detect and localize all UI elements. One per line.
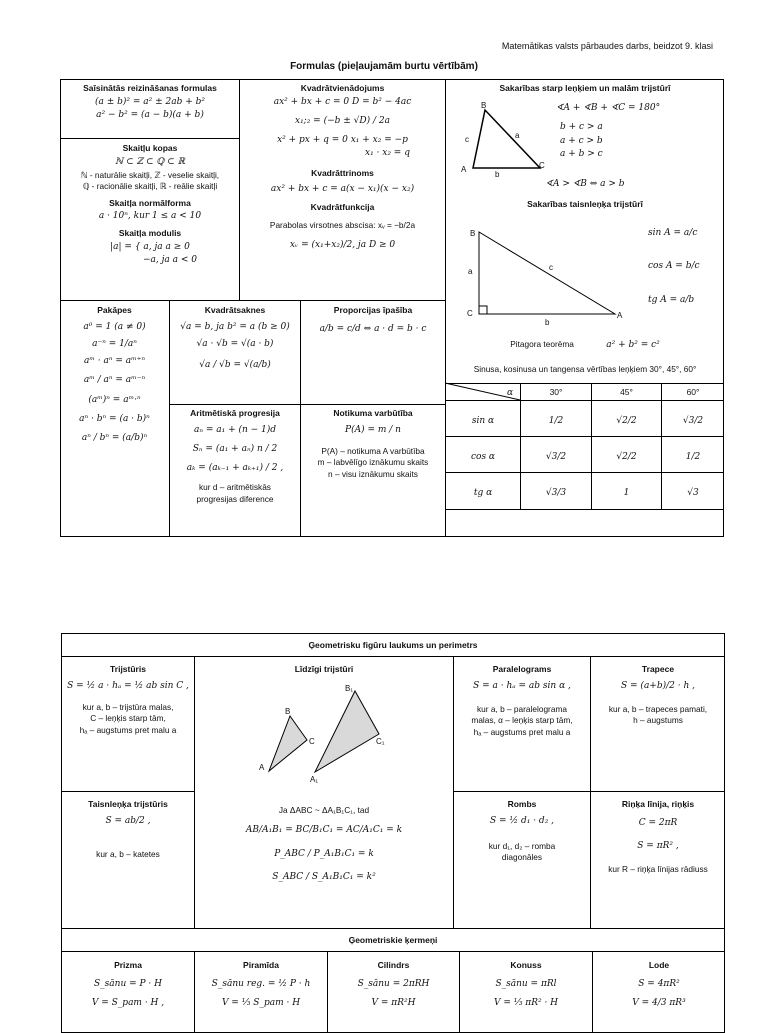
pythagoras-formula: a² + b² = c² xyxy=(606,340,660,350)
rhombus-text-1: kur d₁, d₂ – romba xyxy=(488,840,556,851)
right-angle-mark xyxy=(479,306,487,314)
similar-text: Ja ΔABC ~ ΔA₁B₁C₁, tad xyxy=(278,805,370,815)
similar-triangles-formulas xyxy=(195,804,453,895)
proportion-formula: a/b = c/d ⇔ a · d = b · c xyxy=(319,323,427,334)
sets-text-1: ℕ - naturālie skaitļi, ℤ - veselie skaitļi, xyxy=(80,169,220,180)
probability-cell xyxy=(301,408,445,480)
large-vertex-a1: A₁ xyxy=(310,775,319,784)
page-header: Matemātikas valsts pārbaudes darbs, beidzot 9. klasi xyxy=(501,41,713,51)
prism-cell xyxy=(62,960,194,1011)
normal-form-formula: a · 10ⁿ, kur 1 ≤ a < 10 xyxy=(98,211,202,222)
similar-triangles-figure xyxy=(255,682,395,782)
trig-sin-60: √3/2 xyxy=(682,416,704,426)
pyramid-cell xyxy=(195,960,327,1011)
trapezoid-text-1: kur a, b – trapeces pamati, xyxy=(608,703,708,714)
trig-cos-60: 1/2 xyxy=(685,452,701,462)
identities-cell xyxy=(60,83,240,123)
powers-heading: Pakāpes xyxy=(97,305,132,315)
quadratic-cell xyxy=(240,83,445,254)
trinomial-heading: Kvadrāttrinoms xyxy=(311,167,374,178)
trapezoid-heading: Trapece xyxy=(641,664,675,674)
parallelogram-heading: Paralelograms xyxy=(492,664,552,674)
cone-heading: Konuss xyxy=(510,960,542,970)
angle-side-relation-cell xyxy=(446,177,724,192)
prism-formula-2: V = S_pam · H , xyxy=(91,997,165,1008)
circle-cell xyxy=(591,799,725,875)
roots-formula-2: √a · √b = √(a · b) xyxy=(196,338,274,349)
rt-vertex-b: B xyxy=(470,229,476,238)
probability-text-3: n – visu iznākumu skaits xyxy=(328,468,418,479)
inequality-2: a + c > b xyxy=(560,135,603,146)
trig-tg-45: 1 xyxy=(623,488,630,498)
triangle-area-text-1: kur a, b – trijstūra malas, xyxy=(82,701,174,712)
sphere-cell xyxy=(593,960,725,1011)
right-triangle-figure xyxy=(465,222,645,332)
quad-function-formula: xᵥ = (x₁+x₂)/2, ja D ≥ 0 xyxy=(289,240,396,251)
probability-heading: Notikuma varbūtība xyxy=(333,408,413,418)
sets-heading: Skaitļu kopas xyxy=(122,143,178,153)
rt-side-a: a xyxy=(468,267,473,276)
small-vertex-c: C xyxy=(309,737,315,746)
sphere-heading: Lode xyxy=(648,960,670,970)
triangle-area-text-2: C – leņķis starp tām, xyxy=(90,713,166,724)
vertex-label-a: A xyxy=(461,165,467,174)
rt-cos: cos A = b/c xyxy=(648,261,700,272)
rt-vertex-a: A xyxy=(617,311,623,320)
probability-text-1: P(A) – notikuma A varbūtība xyxy=(321,445,425,456)
progression-formula-2: Sₙ = (a₁ + aₙ) n / 2 xyxy=(192,443,278,454)
roots-cell xyxy=(170,305,300,381)
page-title: Formulas (pieļaujamām burtu vērtībām) xyxy=(290,61,478,72)
cone-formula-2: V = ⅓ πR² · H xyxy=(493,997,559,1008)
pyramid-formula-1: S_sānu reg. = ½ P · h xyxy=(211,978,311,989)
similar-formula-2: P_ABC / P_A₁B₁C₁ = k xyxy=(274,848,374,859)
similar-triangles-heading-cell xyxy=(195,664,453,678)
prism-formula-1: S_sānu = P · H xyxy=(94,978,162,989)
triangle-relations-formulas xyxy=(556,101,720,162)
right-triangle-area-text: kur a, b – katetes xyxy=(96,848,160,859)
circle-formula-1: C = 2πR xyxy=(638,817,678,828)
trig-table-caption-cell xyxy=(446,363,724,375)
cylinder-heading: Cilindrs xyxy=(377,960,410,970)
identity-formula-2: a² − b² = (a − b)(a + b) xyxy=(96,109,204,120)
prism-heading: Prizma xyxy=(114,960,142,970)
progression-formula-3: aₖ = (aₖ₋₁ + aₖ₊₁) / 2 , xyxy=(186,463,284,474)
powers-cell xyxy=(60,305,169,452)
proportion-cell xyxy=(301,305,445,337)
trig-sin-30: 1/2 xyxy=(548,416,564,426)
progression-text-1: kur d – aritmētiskās xyxy=(199,482,271,493)
vertex-label-c: C xyxy=(539,161,545,170)
progression-heading: Aritmētiskā progresija xyxy=(190,408,280,418)
triangle-relations-heading-cell xyxy=(446,83,724,97)
powers-formula-3: aᵐ · aⁿ = aᵐ⁺ⁿ xyxy=(83,356,146,367)
side-label-a: a xyxy=(515,131,520,140)
trig-row-cos-label: cos α xyxy=(470,452,496,462)
right-triangle-area-formula: S = ab/2 , xyxy=(105,815,151,826)
trig-corner-alpha: α xyxy=(506,388,514,398)
right-triangle-area-heading: Taisnleņķa trijstūris xyxy=(88,799,168,809)
probability-text-2: m – labvēlīgo iznākumu skaits xyxy=(317,457,429,468)
trig-table-caption: Sinusa, kosinusa un tangensa vērtības leņķiem 30°, 45°, 60° xyxy=(473,364,697,374)
sets-formula: ℕ ⊂ ℤ ⊂ ℚ ⊂ ℝ xyxy=(115,156,185,167)
vertex-label-b: B xyxy=(481,101,487,110)
triangle-area-cell xyxy=(62,664,194,736)
parallelogram-cell xyxy=(454,664,590,738)
sphere-formula-2: V = 4/3 πR³ xyxy=(632,997,686,1008)
rhombus-formula: S = ½ d₁ · d₂ , xyxy=(489,815,555,826)
inequality-1: b + c > a xyxy=(560,122,603,133)
trig-row-tg-label: tg α xyxy=(473,488,493,498)
rhombus-heading: Rombs xyxy=(507,799,537,809)
inequality-3: a + b > c xyxy=(560,148,603,159)
solids-heading: Ģeometriskie ķermeņi xyxy=(348,935,438,945)
similar-triangles-heading: Līdzīgi trijstūri xyxy=(294,664,354,674)
modulus-formula-1: |a| = { a, ja a ≥ 0 xyxy=(110,242,190,253)
progression-cell xyxy=(170,408,300,505)
trig-col-30: 30° xyxy=(549,387,563,397)
pyramid-heading: Piramīda xyxy=(243,960,279,970)
quadratic-eq-formula-2: x₁;₂ = (−b ± √D) / 2a xyxy=(295,115,390,126)
trapezoid-cell xyxy=(591,664,725,727)
parallelogram-text-2: malas, α – leņķis starp tām, xyxy=(471,715,573,726)
trig-tg-30: √3/3 xyxy=(545,488,567,498)
similar-formula-3: S_ABC / S_A₁B₁C₁ = k² xyxy=(272,871,376,882)
small-vertex-a: A xyxy=(259,763,265,772)
right-triangle-heading-cell xyxy=(446,199,724,213)
sphere-formula-1: S = 4πR² xyxy=(638,978,680,989)
identity-formula-1: (a ± b)² = a² ± 2ab + b² xyxy=(94,96,205,107)
triangle-relations-heading: Sakarības starp leņķiem un malām trijstūrī xyxy=(499,83,671,93)
geometry-heading: Ģeometrisku figūru laukums un perimetrs xyxy=(308,640,478,650)
right-triangle-trig xyxy=(648,226,720,308)
parallelogram-text-1: kur a, b – paralelograma xyxy=(477,703,567,714)
trig-row-sin-label: sin α xyxy=(471,416,495,426)
trig-cos-45: √2/2 xyxy=(616,452,637,462)
similar-formula-1: AB/A₁B₁ = BC/B₁C₁ = AC/A₁C₁ = k xyxy=(245,825,403,836)
triangle-relations-figure xyxy=(455,100,555,180)
rhombus-text-2: diagonāles xyxy=(501,852,543,863)
identities-heading: Saīsinātās reizināšanas formulas xyxy=(83,83,217,93)
right-triangle-shape xyxy=(479,232,615,314)
triangle-area-text-3: hₐ – augstums pret malu a xyxy=(79,724,177,735)
cylinder-cell xyxy=(328,960,459,1011)
quad-function-text: Parabolas virsotnes abscisa: xᵥ = −b/2a xyxy=(269,220,416,231)
sets-text-2: ℚ - racionālie skaitļi, ℝ - reālie skaitļi xyxy=(82,181,218,192)
rt-sin: sin A = a/c xyxy=(648,228,698,238)
powers-formula-6: aⁿ · bⁿ = (a · b)ⁿ xyxy=(79,413,150,424)
pythagoras-label: Pitagora teorēma xyxy=(510,339,574,349)
cone-cell xyxy=(460,960,592,1011)
rt-side-b: b xyxy=(545,318,550,327)
normal-form-heading: Skaitļa normālforma xyxy=(109,197,191,208)
pythagoras-cell xyxy=(446,339,724,351)
roots-heading: Kvadrātsaknes xyxy=(204,305,266,315)
circle-heading: Riņķa līnija, riņķis xyxy=(621,799,695,809)
angle-side-formula: ∢A > ∢B ⇔ a > b xyxy=(545,179,625,189)
trig-col-45: 45° xyxy=(620,387,633,397)
powers-formula-5: (aᵐ)ⁿ = aᵐ·ⁿ xyxy=(88,394,141,405)
large-triangle xyxy=(315,691,379,772)
trig-tg-60: √3 xyxy=(687,488,699,498)
triangle-area-heading: Trijstūris xyxy=(110,664,146,674)
powers-formula-7: aⁿ / bⁿ = (a/b)ⁿ xyxy=(81,433,148,444)
roots-formula-3: √a / √b = √(a/b) xyxy=(199,360,271,371)
trig-cos-30: √3/2 xyxy=(545,452,567,462)
parallelogram-text-3: hₐ – augstums pret malu a xyxy=(473,726,571,737)
angle-sum-formula: ∢A + ∢B + ∢C = 180° xyxy=(556,103,661,113)
quadratic-eq-formula-4: x₁ · x₂ = q xyxy=(365,148,410,159)
roots-formula-1: √a = b, ja b² = a (b ≥ 0) xyxy=(180,321,290,332)
rt-side-c: c xyxy=(549,263,553,272)
quadratic-eq-heading: Kvadrātvienādojums xyxy=(300,83,385,93)
quadratic-eq-formula-1: ax² + bx + c = 0 D = b² − 4ac xyxy=(273,96,412,107)
progression-formula-1: aₙ = a₁ + (n − 1)d xyxy=(193,424,277,435)
large-vertex-b1: B₁ xyxy=(345,684,354,693)
small-vertex-b: B xyxy=(285,707,291,716)
powers-formula-1: a⁰ = 1 (a ≠ 0) xyxy=(83,321,146,332)
modulus-heading: Skaitļa modulis xyxy=(118,228,182,239)
large-vertex-c1: C₁ xyxy=(376,737,385,746)
side-label-b: b xyxy=(495,170,500,179)
modulus-formula-2: −a, ja a < 0 xyxy=(143,255,197,266)
parallelogram-formula: S = a · hₐ = ab sin α , xyxy=(473,680,571,691)
small-triangle xyxy=(269,716,307,771)
trig-col-60: 60° xyxy=(686,387,700,397)
powers-formula-2: a⁻ⁿ = 1/aⁿ xyxy=(92,338,137,349)
powers-formula-4: aᵐ / aⁿ = aᵐ⁻ⁿ xyxy=(83,375,146,386)
quadratic-eq-formula-3: x² + px + q = 0 x₁ + x₂ = −p xyxy=(277,135,408,146)
trapezoid-text-2: h – augstums xyxy=(633,715,683,726)
circle-formula-2: S = πR² , xyxy=(637,840,679,851)
triangle-area-formula: S = ½ a · hₐ = ½ ab sin C , xyxy=(67,680,189,691)
circle-text: kur R – riņķa līnijas rādiuss xyxy=(608,864,708,875)
probability-formula: P(A) = m / n xyxy=(345,424,401,435)
cylinder-formula-1: S_sānu = 2πRH xyxy=(357,978,430,989)
number-sets-cell xyxy=(60,143,240,269)
trapezoid-formula: S = (a+b)/2 · h , xyxy=(621,680,695,691)
trinomial-formula: ax² + bx + c = a(x − x₁)(x − x₂) xyxy=(270,184,415,195)
side-label-c: c xyxy=(465,135,469,144)
pyramid-formula-2: V = ⅓ S_pam · H xyxy=(221,997,301,1008)
geometry-heading-cell xyxy=(61,640,725,654)
right-triangle-heading: Sakarības taisnleņķa trijstūrī xyxy=(527,199,643,209)
cylinder-formula-2: V = πR²H xyxy=(371,997,416,1008)
rt-vertex-c: C xyxy=(467,309,473,318)
quad-function-heading: Kvadrātfunkcija xyxy=(310,201,375,212)
right-triangle-area-cell xyxy=(62,799,194,860)
solids-heading-cell xyxy=(61,935,725,949)
trig-sin-45: √2/2 xyxy=(616,416,637,426)
triangle-shape xyxy=(473,110,540,168)
progression-text-2: progresijas diference xyxy=(196,493,274,504)
cone-formula-1: S_sānu = πRl xyxy=(495,978,557,989)
rhombus-cell xyxy=(454,799,590,864)
rt-tg: tg A = a/b xyxy=(648,294,695,305)
proportion-heading: Proporcijas īpašība xyxy=(333,305,413,315)
